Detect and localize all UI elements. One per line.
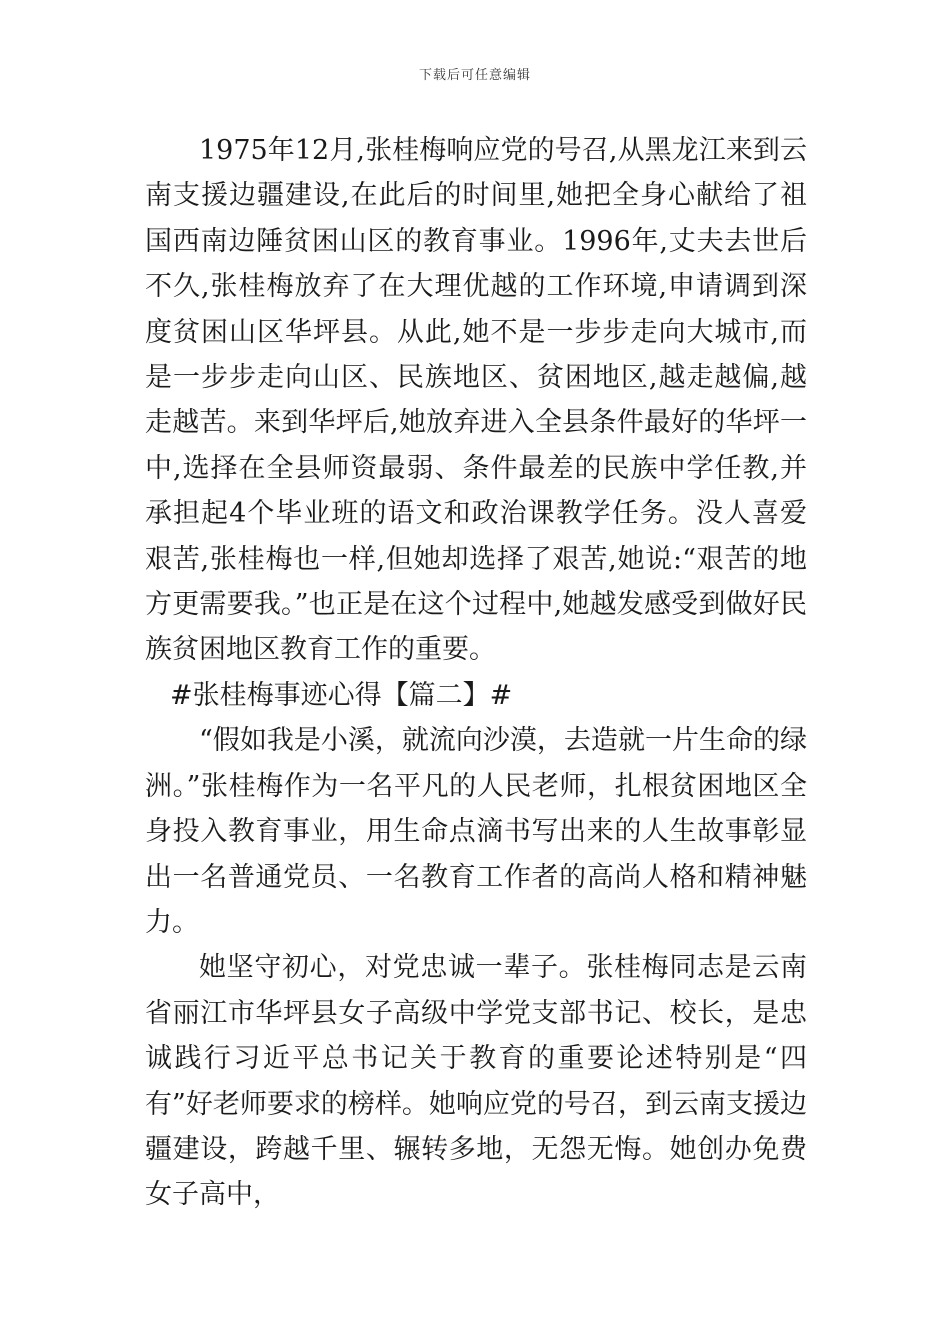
paragraph-3: 她坚守初心，对党忠诚一辈子。张桂梅同志是云南省丽江市华坪县女子高级中学党支部书记、校长，是忠诚践行习近平总书记关于教育的重要论述特别是“四有”好老师要求的榜样。她响应党的号召，到云南支援边疆建设，跨越千里、辗转多地，无怨无悔。她创办免费女子高中， <box>145 952 807 1211</box>
page-header: 下载后可任意编辑 <box>418 68 531 83</box>
paragraph-1: 1975年12月,张桂梅响应党的号召,从黑龙江来到云南支援边疆建设,在此后的时间里,她把全身心献给了祖国西南边陲贫困山区的教育事业。1996年,丈夫去世后不久,张桂梅放弃了在大理优越的工作环境,申请调到深度贫困山区华坪县。从此,她不是一步步走向大城市,而是一步步走向山区、民族地区、贫困地区,越走越偏,越走越苦。来到华坪后,她放弃进入全县条件最好的华坪一中,选择在全县师资最弱、条件最差的民族中学任教,并承担起4个毕业班的语文和政治课教学任务。没人喜爱艰苦,张桂梅也一样,但她却选择了艰苦,她说:“艰苦的地方更需要我。”也正是在这个过程中,她越发感受到做好民族贫困地区教育工作的重要。 <box>145 135 807 666</box>
section-heading: #张桂梅事迹心得【篇二】# <box>170 679 513 711</box>
paragraph-2: “假如我是小溪，就流向沙漠，去造就一片生命的绿洲。”张桂梅作为一名平凡的人民老师，扎根贫困地区全身投入教育事业，用生命点滴书写出来的人生故事彰显出一名普通党员、一名教育工作者的高尚人格和精神魅力。 <box>145 725 807 938</box>
article-body <box>145 128 807 1218</box>
